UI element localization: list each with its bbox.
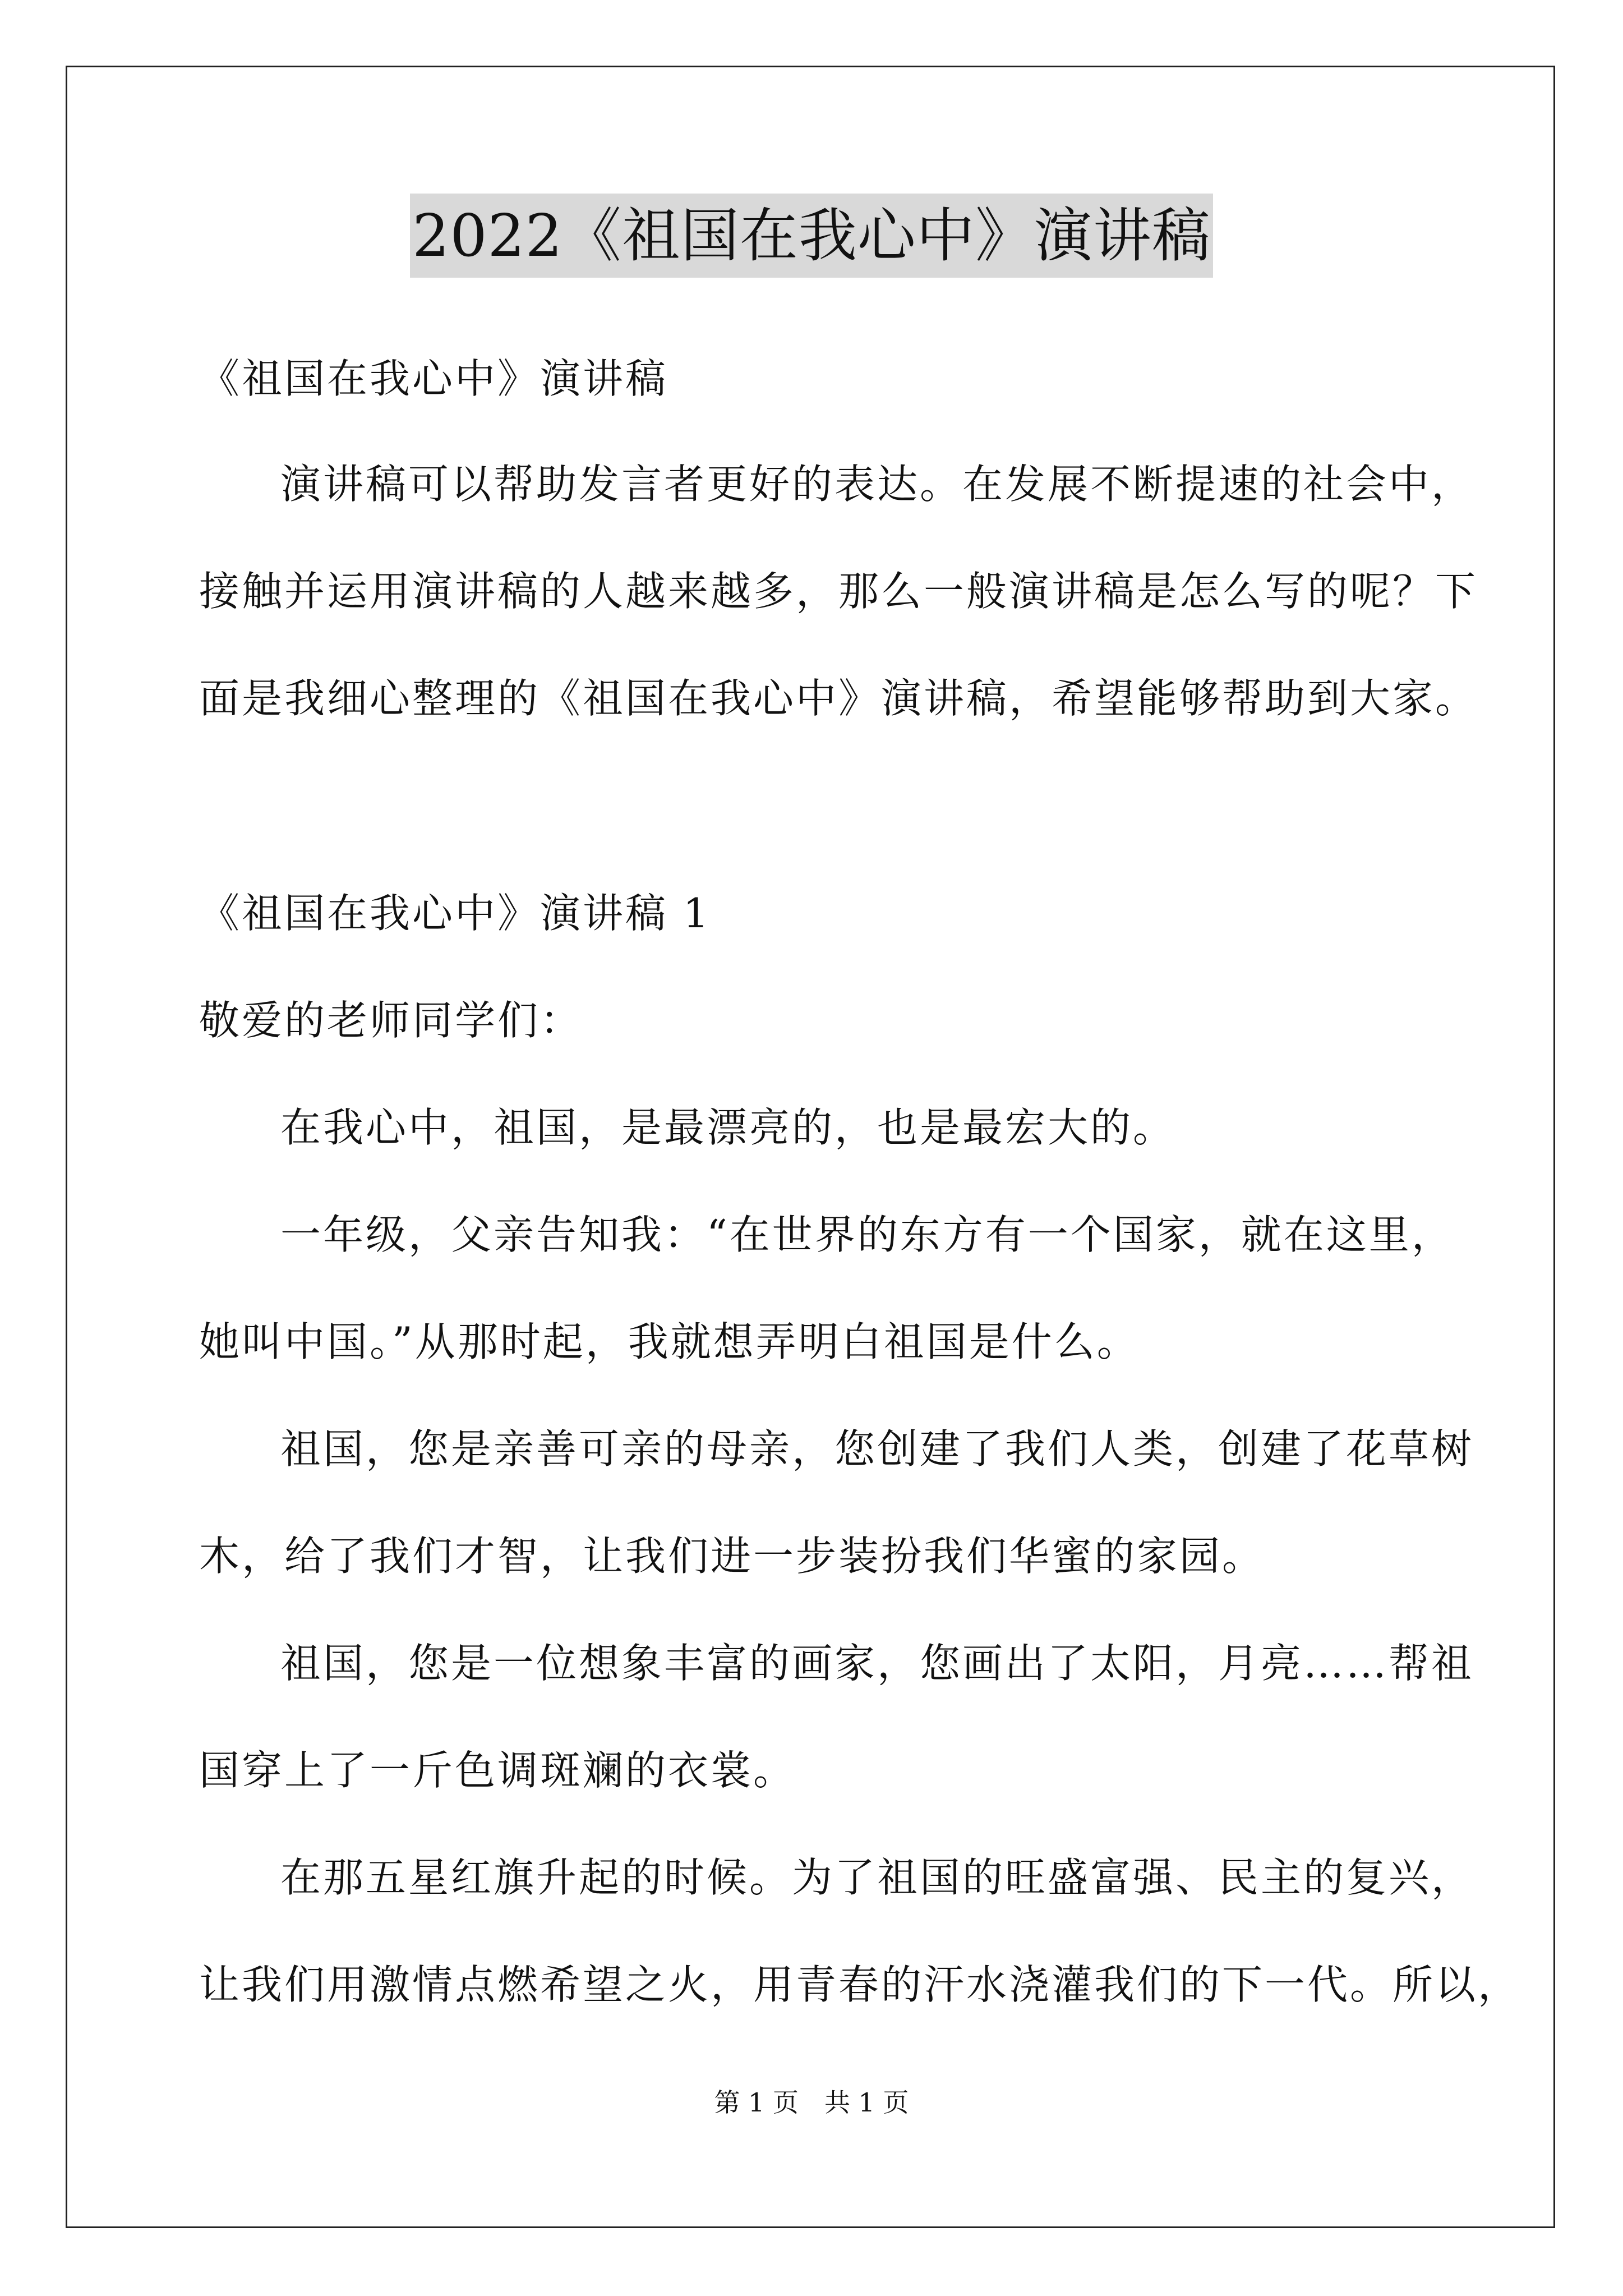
section-heading: 《祖国在我心中》演讲稿 1: [199, 890, 711, 937]
paragraph-line: 她叫中国。”从那时起，我就想弄明白祖国是什么。: [199, 1318, 1140, 1365]
page-footer: 第 1 页 共 1 页: [714, 2087, 909, 2118]
paragraph-line: 在我心中，祖国，是最漂亮的，也是最宏大的。: [280, 1104, 1176, 1151]
paragraph-line: 面是我细心整理的《祖国在我心中》演讲稿，希望能够帮助到大家。: [199, 675, 1478, 722]
paragraph-line: 接触并运用演讲稿的人越来越多，那么一般演讲稿是怎么写的呢？下: [199, 568, 1478, 615]
paragraph-line: 祖国，您是一位想象丰富的画家，您画出了太阳，月亮……帮祖: [280, 1640, 1474, 1687]
document-title: 2022《祖国在我心中》演讲稿: [410, 194, 1213, 278]
paragraph-line: 一年级，父亲告知我：“在世界的东方有一个国家，就在这里，: [280, 1211, 1454, 1258]
paragraph-line: 木，给了我们才智，让我们进一步装扮我们华蜜的家园。: [199, 1533, 1265, 1580]
paragraph-line: 国穿上了一斤色调斑斓的衣裳。: [199, 1747, 796, 1794]
title-container: [0, 194, 1623, 278]
subtitle-line: 《祖国在我心中》演讲稿: [199, 355, 668, 402]
paragraph-line: 让我们用激情点燃希望之火，用青春的汗水浇灌我们的下一代。所以，: [199, 1961, 1521, 2008]
paragraph-line: 在那五星红旗升起的时候。为了祖国的旺盛富强、民主的复兴，: [280, 1854, 1474, 1901]
paragraph-line: 祖国，您是亲善可亲的母亲，您创建了我们人类，创建了花草树: [280, 1425, 1474, 1473]
salutation-line: 敬爱的老师同学们：: [199, 997, 583, 1044]
paragraph-line: 演讲稿可以帮助发言者更好的表达。在发展不断提速的社会中，: [280, 461, 1474, 508]
